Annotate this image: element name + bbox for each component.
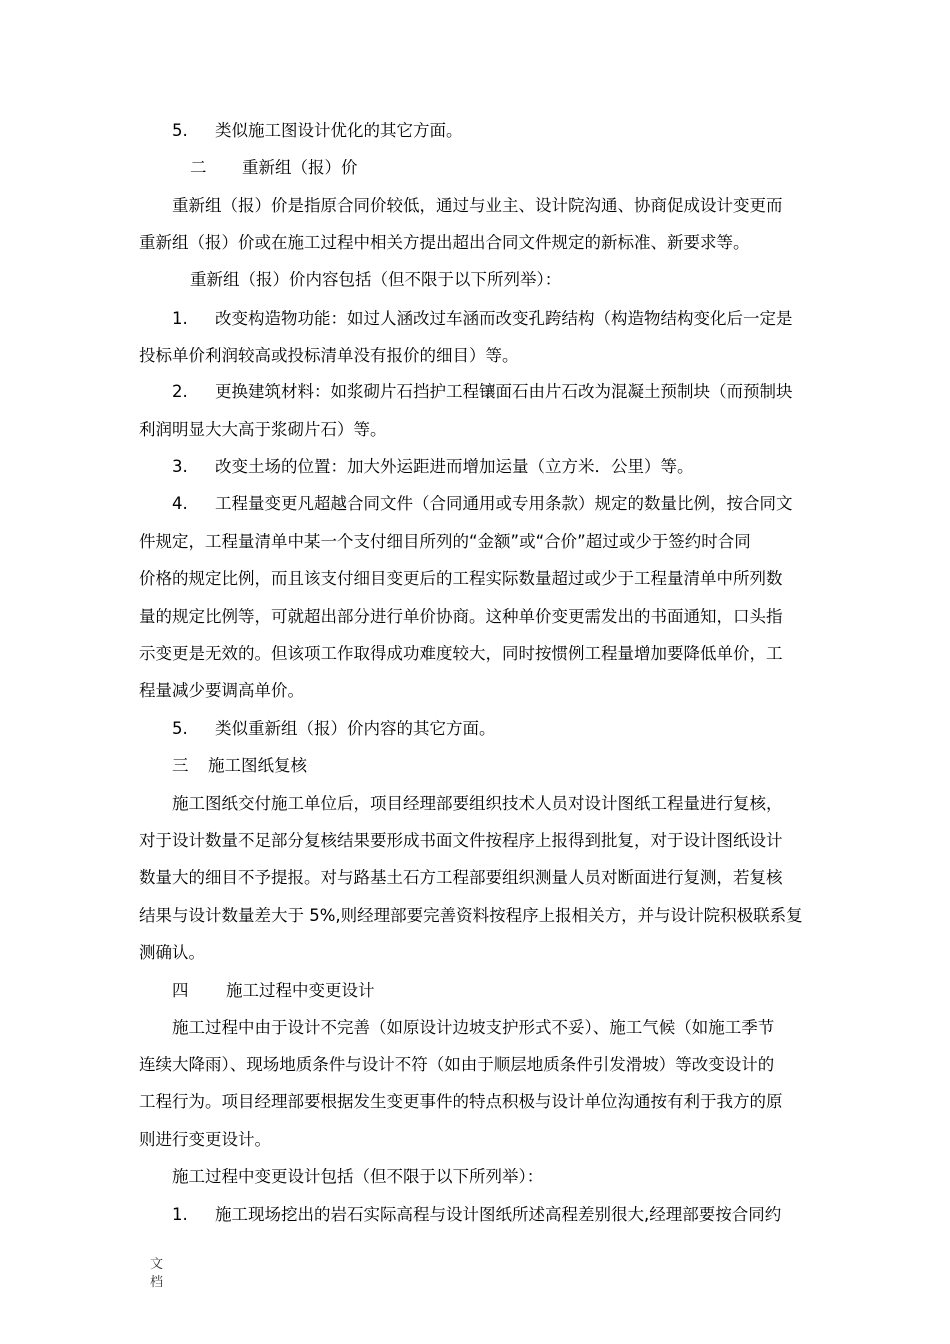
list-number: 4. bbox=[172, 494, 188, 513]
page-footer-label bbox=[150, 1256, 166, 1292]
paragraph-line: 数量大的细目不予提报。对与路基土石方工程部要组织测量人员对断面进行复测，若复核 bbox=[139, 868, 783, 887]
paragraph-line: 结果与设计数量差大于 5%,则经理部要完善资料按程序上报相关方，并与设计院积极联系复 bbox=[139, 906, 803, 925]
list-item-continuation: 示变更是无效的。但该项工作取得成功难度较大，同时按惯例工程量增加要降低单价，工 bbox=[139, 644, 783, 663]
list-number: 5. bbox=[172, 719, 188, 738]
list-number: 1. bbox=[172, 309, 188, 328]
footer-char: 文 bbox=[150, 1257, 164, 1272]
list-text: 类似施工图设计优化的其它方面。 bbox=[215, 121, 463, 140]
list-item-continuation: 件规定，工程量清单中某一个支付细目所列的“金额”或“合价”超过或少于签约时合同 bbox=[139, 532, 751, 551]
paragraph-line: 重新组（报）价或在施工过程中相关方提出超出合同文件规定的新标准、新要求等。 bbox=[139, 233, 750, 252]
list-item-5 bbox=[172, 717, 496, 741]
section-heading-4 bbox=[172, 979, 375, 1003]
list-item-continuation: 价格的规定比例，而且该支付细目变更后的工程实际数量超过或少于工程量清单中所列数 bbox=[139, 569, 783, 588]
paragraph-line: 连续大降雨）、现场地质条件与设计不符（如由于顺层地质条件引发滑坡）等改变设计的 bbox=[139, 1055, 775, 1074]
section-heading-2 bbox=[190, 156, 358, 180]
list-text: 改变构造物功能：如过人涵改过车涵而改变孔跨结构（构造物结构变化后一定是 bbox=[215, 309, 793, 328]
section-heading-3 bbox=[172, 754, 307, 778]
list-number: 1. bbox=[172, 1205, 188, 1224]
list-number: 5. bbox=[172, 121, 188, 140]
list-text: 工程量变更凡超越合同文件（合同通用或专用条款）规定的数量比例，按合同文 bbox=[215, 494, 793, 513]
section-title: 施工过程中变更设计 bbox=[226, 981, 375, 1000]
list-intro: 重新组（报）价内容包括（但不限于以下所列举）： bbox=[190, 270, 562, 289]
list-item-continuation: 量的规定比例等，可就超出部分进行单价协商。这种单价变更需发出的书面通知，口头指 bbox=[139, 607, 783, 626]
section-title: 施工图纸复核 bbox=[208, 756, 307, 775]
list-text: 更换建筑材料：如浆砌片石挡护工程镶面石由片石改为混凝土预制块（而预制块 bbox=[215, 382, 793, 401]
paragraph-line: 施工过程中由于设计不完善（如原设计边坡支护形式不妥）、施工气候（如施工季节 bbox=[172, 1018, 775, 1037]
list-number: 3. bbox=[172, 457, 188, 476]
section-number: 四 bbox=[172, 981, 189, 1000]
footer-char: 档 bbox=[150, 1275, 164, 1290]
list-item-5 bbox=[172, 119, 463, 143]
list-item-4 bbox=[172, 492, 793, 516]
list-item-continuation: 利润明显大大高于浆砌片石）等。 bbox=[139, 420, 387, 439]
list-item-continuation: 程量减少要调高单价。 bbox=[139, 681, 304, 700]
list-item-1 bbox=[172, 307, 793, 331]
list-text: 施工现场挖出的岩石实际高程与设计图纸所述高程差别很大,经理部要按合同约 bbox=[215, 1205, 782, 1224]
section-title: 重新组（报）价 bbox=[242, 158, 358, 177]
list-item-continuation: 投标单价利润较高或投标清单没有报价的细目）等。 bbox=[139, 346, 519, 365]
list-item-2 bbox=[172, 380, 793, 404]
paragraph-line: 则进行变更设计。 bbox=[139, 1130, 271, 1149]
list-number: 2. bbox=[172, 382, 188, 401]
paragraph-line: 测确认。 bbox=[139, 943, 205, 962]
list-intro: 施工过程中变更设计包括（但不限于以下所列举）： bbox=[172, 1167, 544, 1186]
list-text: 类似重新组（报）价内容的其它方面。 bbox=[215, 719, 496, 738]
paragraph-line: 工程行为。项目经理部要根据发生变更事件的特点积极与设计单位沟通按有利于我方的原 bbox=[139, 1092, 783, 1111]
list-text: 改变土场的位置：加大外运距进而增加运量（立方米．公里）等。 bbox=[215, 457, 694, 476]
paragraph-line: 对于设计数量不足部分复核结果要形成书面文件按程序上报得到批复，对于设计图纸设计 bbox=[139, 831, 783, 850]
list-item-3 bbox=[172, 455, 694, 479]
list-item-1 bbox=[172, 1203, 781, 1227]
section-number: 二 bbox=[190, 158, 207, 177]
paragraph-line: 施工图纸交付施工单位后，项目经理部要组织技术人员对设计图纸工程量进行复核， bbox=[172, 794, 783, 813]
section-number: 三 bbox=[172, 756, 189, 775]
paragraph-line: 重新组（报）价是指原合同价较低，通过与业主、设计院沟通、协商促成设计变更而 bbox=[172, 196, 783, 215]
